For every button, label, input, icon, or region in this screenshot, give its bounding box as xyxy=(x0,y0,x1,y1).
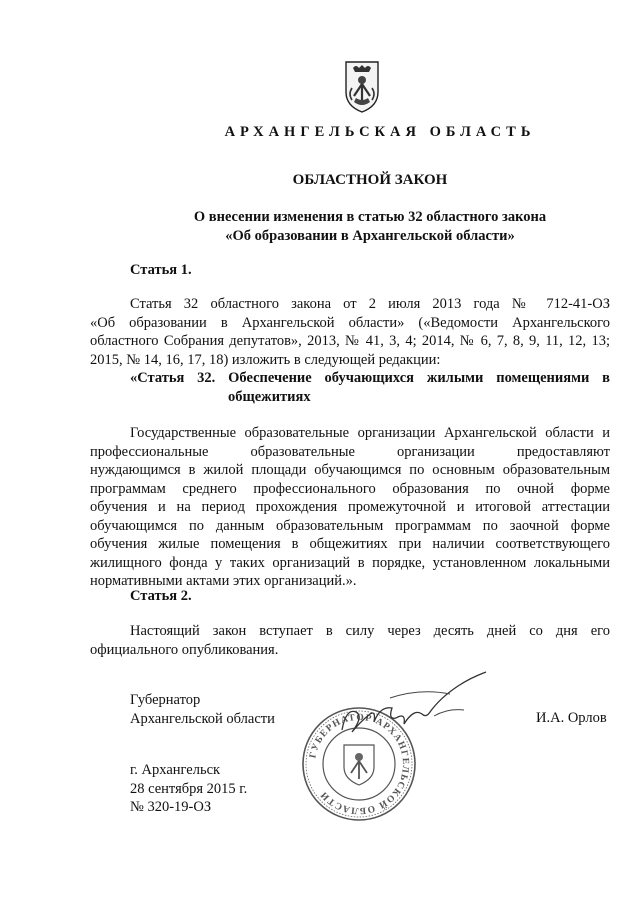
text-line: Государственные образовательные организации Архангельской области и xyxy=(130,425,610,441)
text-line: областного Собрания депутатов», 2013, № 41, 3, 4; 2014, № 6, 7, 8, 9, 11, 12, 13; xyxy=(90,333,610,349)
text-line: обучающимся по данным образовательным программам по заочной форме xyxy=(90,517,610,534)
article-1-paragraph xyxy=(90,295,610,369)
text-line: официального опубликования. xyxy=(90,641,279,658)
text-line: Архангельской области xyxy=(130,710,275,727)
document-number: № 320-19-ОЗ xyxy=(130,799,212,815)
signatory-position xyxy=(130,691,275,728)
text-line: Статья 32 областного закона от 2 июля 2013 года № 712-41-ОЗ xyxy=(130,296,610,312)
text-line: «Статья 32. Обеспечение обучающихся жилыми помещениями в xyxy=(130,370,610,386)
text-line: Настоящий закон вступает в силу через десять дней со дня его xyxy=(130,623,610,639)
text-line: общежитиях xyxy=(228,388,311,405)
text-line: обучения жилые помещения в общежитиях при наличии соответствующего xyxy=(90,536,610,552)
quoted-article-text xyxy=(90,424,610,591)
region-name: АРХАНГЕЛЬСКАЯ ОБЛАСТЬ xyxy=(224,124,536,140)
text-line: 2015, № 14, 16, 17, 18) изложить в следующей редакции: xyxy=(90,351,441,368)
coat-of-arms-icon xyxy=(340,58,384,114)
law-title-line: «Об образовании в Архангельской области» xyxy=(225,228,515,244)
article-2-paragraph xyxy=(90,622,610,659)
signatory-name: И.А. Орлов xyxy=(536,710,607,726)
article-1-heading: Статья 1. xyxy=(130,262,192,278)
text-line: «Об образовании в Архангельской области» («Ведомости Архангельского xyxy=(90,314,610,331)
law-title xyxy=(130,208,610,246)
text-line: нуждающимся в жилой площади обучающимся по основным образовательным xyxy=(90,462,610,478)
text-line: программам среднего профессионального образования по очной форме xyxy=(90,480,610,497)
text-line: профессиональные образовательные организации предоставляют xyxy=(90,443,610,460)
quoted-article-heading xyxy=(130,369,610,406)
article-2-heading: Статья 2. xyxy=(130,588,192,604)
text-line: Губернатор xyxy=(130,692,201,708)
seal-text: ГУБЕРНАТОР АРХАНГЕЛЬСКОЙ ОБЛАСТИ xyxy=(308,712,411,816)
law-type: ОБЛАСТНОЙ ЗАКОН xyxy=(292,172,448,188)
handwritten-signature xyxy=(330,668,510,748)
text-line: обучения и на период прохождения промежуточной и итоговой аттестации xyxy=(90,499,610,515)
text-line: жилищного фонда у таких организаций в порядке, установленном локальными xyxy=(90,554,610,571)
law-title-line: О внесении изменения в статью 32 областного закона xyxy=(193,209,547,225)
text-line: нормативными актами этих организаций.». xyxy=(90,573,357,589)
date-line: 28 сентября 2015 г. xyxy=(130,780,248,797)
document-footer xyxy=(130,761,247,817)
place-line: г. Архангельск xyxy=(130,762,221,778)
